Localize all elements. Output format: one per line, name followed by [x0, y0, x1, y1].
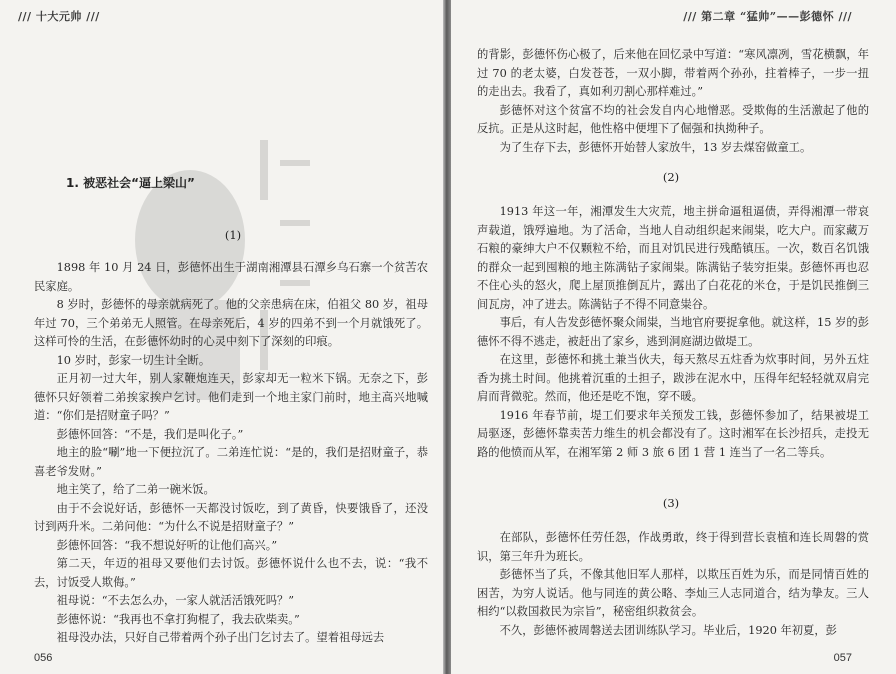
paragraph: 的背影，彭德怀伤心极了，后来他在回忆录中写道：“寒风凛冽，雪花横飘，年过 70 的老太婆，白发苍苍，一双小脚，带着两个孙孙，拄着棒子，一步一扭的走出去。我看了，真如利刃割心那样难过。” [477, 48, 869, 98]
paragraph: 1916 年春节前，堤工们要求年关预发工钱，彭德怀参加了，结果被堤工局驱逐，彭德怀靠卖苦力维生的机会都没有了。这时湘军在长沙招兵，走投无路的他愤而从军，在湘军第 2 师 3 旅 6 团 1 营 1 连当了一名二等兵。 [477, 408, 869, 459]
running-head: /// 第二章 “猛帅”——彭德怀 /// [683, 10, 852, 23]
paragraph: 彭德怀当了兵，不像其他旧军人那样，以欺压百姓为乐，而是同情百姓的困苦，为穷人说话。他与同连的黄公略、李灿三人志同道合，结为挚友。三人相约“以救国救民为宗旨”，秘密组织救贫会。 [477, 568, 869, 618]
subsection-heading: (2) [662, 170, 680, 184]
subsection-heading: (3) [662, 496, 680, 510]
paragraph: 正月初一过大年，别人家鞭炮连天，彭家却无一粒米下锅。无奈之下，彭德怀只好领着二弟挨家挨户乞讨。他们走到一个地主家门前时，地主高兴地喊道：“你们是招财童子吗？” [34, 372, 428, 422]
paragraph: 在这里，彭德怀和挑土兼当伙夫，每天熬尽五炷香为炊事时间，另外五炷香为挑土时间。他挑着沉重的土担子，跋涉在泥水中，压得年纪轻轻就双肩完肩而背微驼。然而，他还是吃不饱，穿不暖。 [477, 353, 869, 403]
paragraph: 第二天，年迈的祖母又要他们去讨饭。彭德怀说什么也不去，说：“我不去，讨饭受人欺侮。” [34, 557, 428, 589]
paragraph: 由于不会说好话，彭德怀一天都没讨饭吃，到了黄昏，快要饿昏了，还没讨到两升米。二弟问他：“为什么不说是招财童子？” [34, 501, 428, 533]
paragraph: 祖母说：“不去怎么办，一家人就活活饿死吗？” [56, 594, 295, 607]
left-page [0, 0, 443, 674]
right-body-block-1 [477, 46, 869, 157]
paragraph: 1898 年 10 月 24 日，彭德怀出生于湖南湘潭县石潭乡乌石寨一个贫苦农民家庭。 [34, 261, 428, 293]
left-body-text [34, 259, 428, 648]
paragraph: 事后，有人告发彭德怀聚众闹粜，当地官府要捉拿他。就这样，15 岁的彭德怀不得不逃走，被赶出了家乡，逃到洞庭湖边做堤工。 [477, 316, 869, 348]
paragraph: 10 岁时，彭家一切生计全断。 [56, 353, 211, 367]
right-body-block-3 [477, 529, 869, 640]
paragraph: 不久，彭德怀被周磐送去团训练队学习。毕业后，1920 年初夏，彭 [499, 623, 837, 637]
paragraph: 彭德怀说：“我再也不拿打狗棍了，我去砍柴卖。” [56, 612, 300, 626]
section-title: 1. 被恶社会“逼上梁山” [66, 176, 195, 190]
paragraph: 在部队，彭德怀任劳任怨，作战勇敢，终于得到营长袁植和连长周磐的赏识，第三年升为班长。 [477, 531, 869, 563]
paragraph: 彭德怀对这个贫富不均的社会发自内心地憎恶。受欺侮的生活激起了他的反抗。正是从这时起，他性格中便埋下了倔强和执拗种子。 [477, 103, 869, 135]
page-number: 056 [34, 652, 53, 664]
paragraph: 彭德怀回答：“我不想说好听的让他们高兴。” [56, 538, 278, 552]
right-body-block-2 [477, 203, 869, 462]
paragraph: 祖母没办法，只好自己带着两个孙子出门乞讨去了。望着祖母远去 [56, 631, 385, 644]
paragraph: 1913 年这一年，湘潭发生大灾荒，地主拼命逼租逼债，弄得湘潭一带哀声载道，饿殍遍地。为了活命，当地人自动组织起来闹粜，吃大户。而家藏万石粮的豪绅大户不仅颗粒不给，而且对饥民进行残酷镇压。一次，数百名饥饿的群众一起到囤粮的地主陈满钻子家闹粜。陈满钻子装穷拒粜。彭德怀再也忍不住心头的怒火，爬上屋顶推倒瓦片，露出了白花花的米仓，于是饥民推倒三间瓦房，冲了进去。陈满钻子不得不同意粜谷。 [477, 205, 869, 311]
paragraph: 8 岁时，彭德怀的母亲就病死了。他的父亲患病在床，伯祖父 80 岁，祖母年过 70，三个弟弟无人照管。在母亲死后，4 岁的四弟不到一个月就饿死了。这样可怜的生活，在彭德怀幼时的心灵中刻下了深刻的印痕。 [34, 298, 428, 348]
book-gutter [443, 0, 451, 674]
subsection-heading: (1) [224, 228, 242, 242]
page-number: 057 [833, 652, 852, 664]
paragraph: 为了生存下去，彭德怀开始替人家放牛，13 岁去煤窑做童工。 [499, 140, 812, 154]
running-head: /// 十大元帅 /// [18, 10, 100, 23]
paragraph: 地主笑了，给了二弟一碗米饭。 [56, 483, 215, 496]
paragraph: 地主的脸“唰”地一下便拉沉了。二弟连忙说：“是的，我们是招财童子，恭喜老爷发财。” [34, 446, 428, 478]
right-page [451, 0, 896, 674]
paragraph: 彭德怀回答：“不是，我们是叫化子。” [56, 427, 244, 441]
